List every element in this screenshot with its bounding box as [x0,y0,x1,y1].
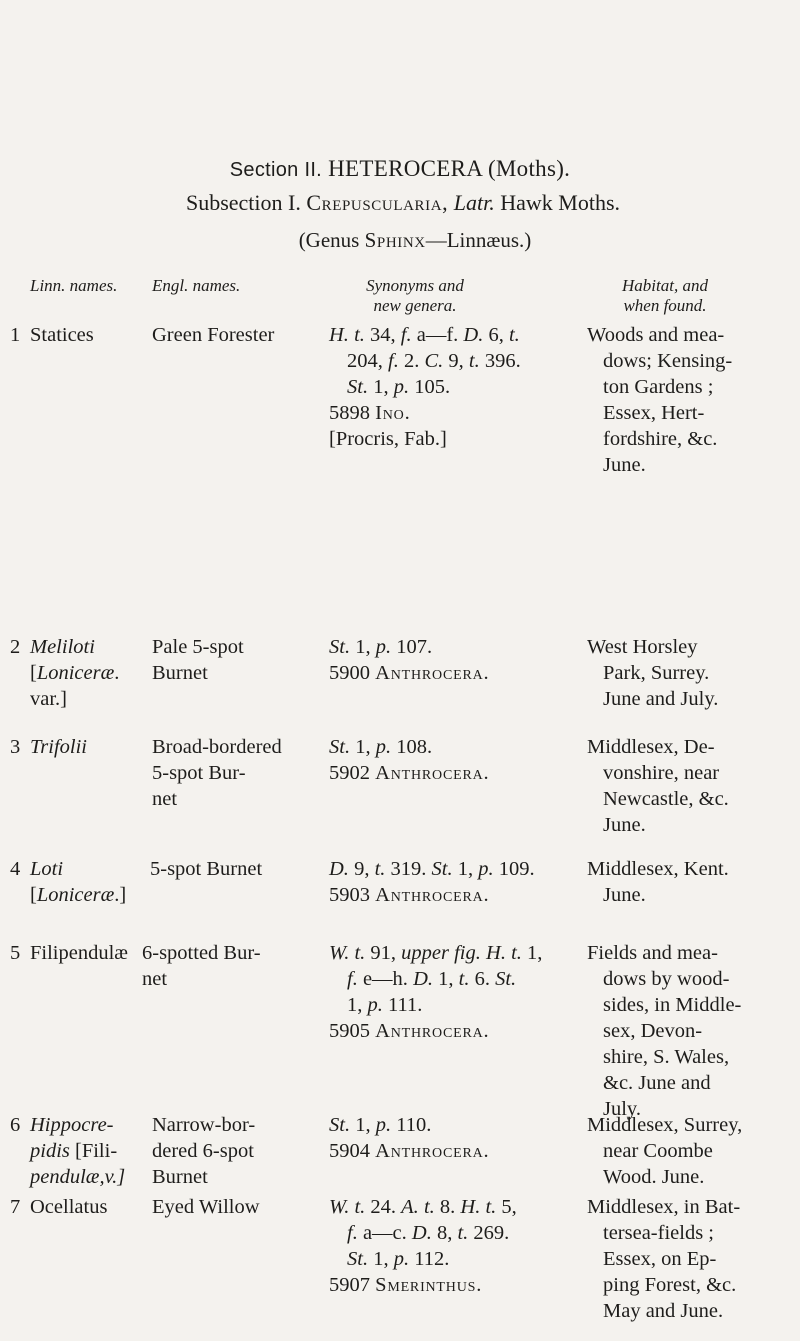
linnaean-name-line: Trifolii [30,736,87,758]
habitat-line: ping Forest, &c. [603,1274,737,1296]
synonyms [329,634,489,686]
section-title: HETEROCERA (Moths). [328,156,571,181]
section-heading [0,156,800,182]
column-header-engl: Engl. names. [152,276,241,295]
linnaean-name-line: Statices [30,324,94,346]
synonyms [329,322,521,452]
synonyms [329,734,489,786]
english-name-line: net [142,968,168,990]
habitat-line: tersea-fields ; [603,1222,714,1244]
linnaean-name-line: Hippocre- [30,1114,114,1136]
linnaean-name [30,940,128,966]
habitat-line: June and July. [603,688,719,710]
english-name [152,734,282,812]
subsection-author: Latr. [453,190,495,215]
english-name [152,1194,260,1220]
synonym-line: St. 1, p. 107. [329,636,433,658]
column-header-habitat-line: when found. [623,296,707,315]
habitat-line: Middlesex, in Bat- [587,1196,741,1218]
habitat-line: July. [603,1098,641,1120]
english-name-line: 6-spotted Bur- [142,942,261,964]
linnaean-name-line: Meliloti [30,636,95,658]
english-name [152,634,244,686]
subsection-common-name: Hawk Moths. [500,190,621,215]
entry-number: 3 [10,736,21,758]
column-header-synonyms-line: new genera. [373,296,457,315]
synonym-line: 204, f. 2. C. 9, t. 396. [347,350,521,372]
synonym-line: 5900 Anthrocera. [329,662,490,684]
habitat-line: West Horsley [587,636,698,658]
synonym-line: St. 1, p. 110. [329,1114,432,1136]
habitat-line: near Coombe [603,1140,713,1162]
habitat-line: Essex, on Ep- [603,1248,717,1270]
english-name [142,940,261,992]
entry-number: 6 [10,1114,21,1136]
synonym-line: 5903 Anthrocera. [329,884,490,906]
habitat [587,322,732,478]
english-name-line: 5-spot Burnet [150,858,263,880]
synonym-line: 5907 Smerinthus. [329,1274,483,1296]
subsection-name: Crepuscularia, [306,190,449,215]
linnaean-name [30,1194,107,1220]
habitat [587,634,718,712]
english-name-line: dered 6-spot [152,1140,254,1162]
section-number: Section II. [229,159,323,181]
column-header-linn: Linn. names. [30,276,118,295]
habitat-line: shire, S. Wales, [603,1046,730,1068]
column-header-habitat-line: Habitat, and [622,276,708,295]
genus-open: (Genus [298,228,360,252]
genus-name: Sphinx [364,228,426,252]
english-name-line: Eyed Willow [152,1196,260,1218]
habitat [587,1194,740,1324]
english-name-line: Green Forester [152,324,275,346]
synonym-line: 5902 Anthrocera. [329,762,490,784]
linnaean-name-line: Ocellatus [30,1196,108,1218]
english-name-line: Broad-bordered [152,736,282,758]
linnaean-name-line: var.] [30,688,67,710]
habitat-line: &c. June and [603,1072,711,1094]
linnaean-name-line: Filipendulæ [30,942,128,964]
genus-close: —Linnæus.) [425,228,532,252]
habitat-line: Fields and mea- [587,942,718,964]
column-header-habitat [590,276,740,316]
habitat-line: June. [603,454,646,476]
synonym-line: 5898 Ino. [329,402,411,424]
habitat-line: dows by wood- [603,968,730,990]
habitat-line: June. [603,814,646,836]
habitat-line: sex, Devon- [603,1020,703,1042]
habitat [587,734,729,838]
synonym-line: St. 1, p. 112. [347,1248,450,1270]
habitat-line: June. [603,884,646,906]
english-name-line: Narrow-bor- [152,1114,256,1136]
synonym-line: f. e—h. D. 1, t. 6. St. [347,968,517,990]
synonyms [329,1194,517,1298]
linnaean-name [30,734,87,760]
synonym-line: 1, p. 111. [347,994,423,1016]
synonym-line: W. t. 91, upper fig. H. t. 1, [329,942,543,964]
english-name-line: net [152,788,178,810]
habitat-line: Middlesex, Surrey, [587,1114,743,1136]
subsection-number: Subsection I. [185,190,301,215]
english-name [152,322,274,348]
synonym-line: 5905 Anthrocera. [329,1020,490,1042]
linnaean-name [30,634,119,712]
column-header-synonyms-line: Synonyms and [366,276,464,295]
entry-number: 4 [10,858,21,880]
genus-heading [30,228,800,253]
habitat-line: Wood. June. [603,1166,705,1188]
synonym-line: H. t. 34, f. a—f. D. 6, t. [329,324,520,346]
habitat-line: Essex, Hert- [603,402,705,424]
habitat-line: ton Gardens ; [603,376,714,398]
synonyms [329,940,542,1044]
english-name-line: Burnet [152,662,208,684]
linnaean-name [30,322,94,348]
linnaean-name-line: [Loniceræ.] [30,884,127,906]
habitat [587,856,729,908]
habitat-line: May and June. [603,1300,724,1322]
habitat-line: vonshire, near [603,762,720,784]
linnaean-name-line: pendulæ,v.] [30,1166,126,1188]
habitat [587,1112,742,1190]
column-header-synonyms [330,276,500,316]
habitat-line: Middlesex, De- [587,736,715,758]
entry-number: 7 [10,1196,21,1218]
linnaean-name [30,856,126,908]
linnaean-name-line: Loti [30,858,64,880]
synonym-line: f. a—c. D. 8, t. 269. [347,1222,510,1244]
synonym-line: 5904 Anthrocera. [329,1140,490,1162]
synonym-line: [Procris, Fab.] [329,428,447,450]
synonyms [329,856,535,908]
habitat-line: fordshire, &c. [603,428,718,450]
habitat-line: Woods and mea- [587,324,725,346]
entry-number: 5 [10,942,21,964]
synonym-line: W. t. 24. A. t. 8. H. t. 5, [329,1196,517,1218]
english-name-line: 5-spot Bur- [152,762,246,784]
synonym-line: St. 1, p. 105. [347,376,451,398]
english-name-line: Burnet [152,1166,208,1188]
synonym-line: D. 9, t. 319. St. 1, p. 109. [329,858,535,880]
entry-number: 2 [10,636,21,658]
english-name-line: Pale 5-spot [152,636,244,658]
linnaean-name-line: pidis [Fili- [30,1140,118,1162]
habitat-line: Newcastle, &c. [603,788,729,810]
habitat-line: dows; Kensing- [603,350,733,372]
english-name [150,856,262,882]
linnaean-name-line: [Loniceræ. [30,662,120,684]
habitat-line: Middlesex, Kent. [587,858,729,880]
habitat [587,940,741,1122]
entry-number: 1 [10,324,21,346]
subsection-heading [6,190,800,216]
english-name [152,1112,255,1190]
linnaean-name [30,1112,125,1190]
habitat-line: sides, in Middle- [603,994,742,1016]
habitat-line: Park, Surrey. [603,662,710,684]
synonym-line: St. 1, p. 108. [329,736,433,758]
synonyms [329,1112,489,1164]
